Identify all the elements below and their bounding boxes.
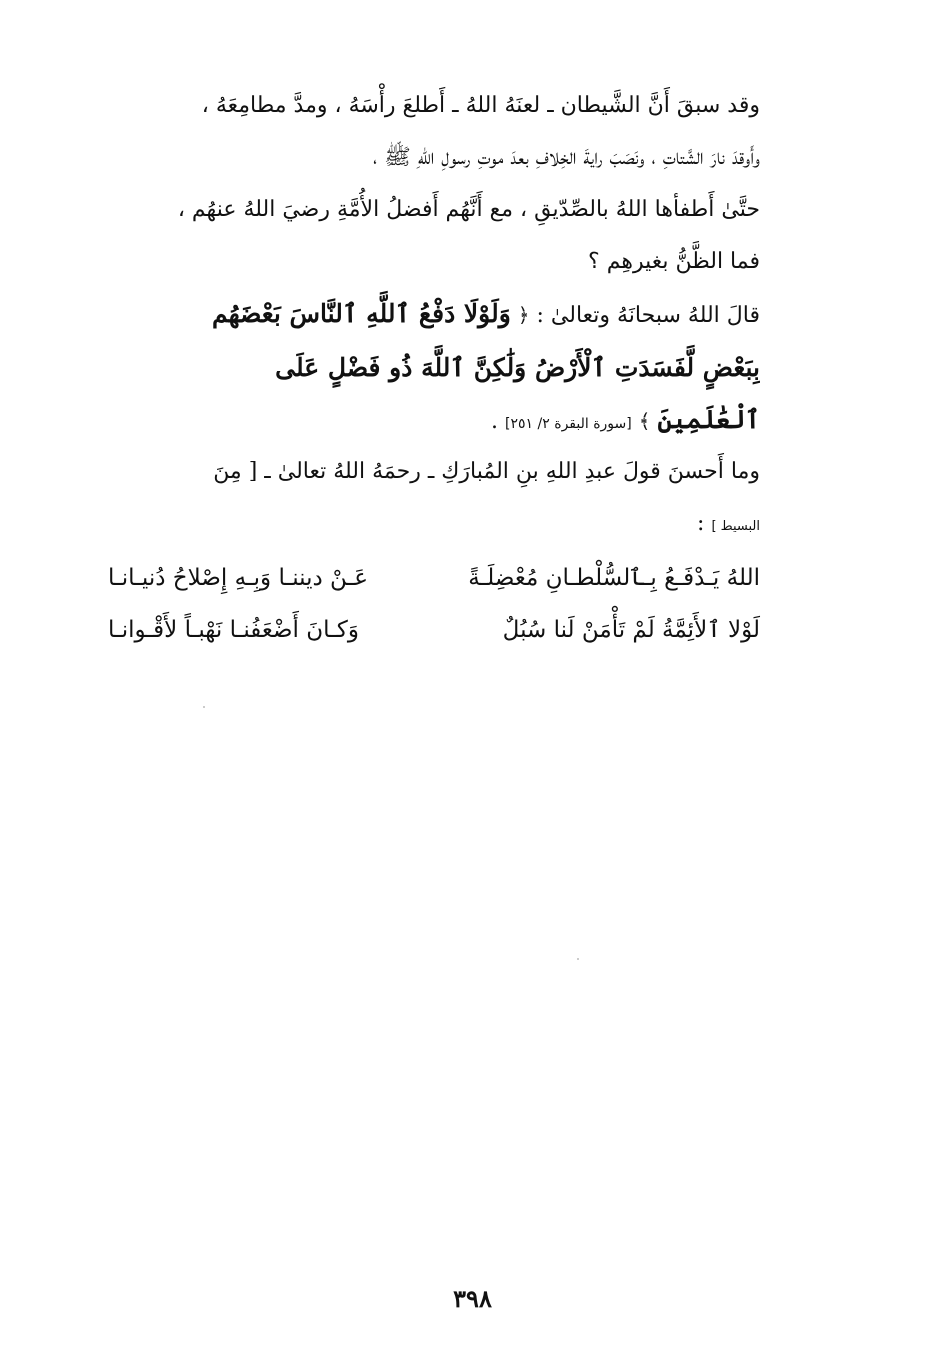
paragraph-shaitan	[108, 80, 760, 288]
quran-verse-part-1: وَلَوْلَا دَفْعُ ٱللَّهِ ٱلنَّاسَ بَعْضَهُم	[211, 299, 511, 328]
poem-hemistich-first: لَوْلا ٱلأَئِمَّةُ لَمْ تَأْمَنْ لَنا سُبُلٌ	[502, 617, 760, 643]
verse-line-1	[108, 288, 760, 342]
scan-speck	[203, 706, 205, 708]
poem-meter: البسيط ]	[711, 519, 760, 534]
poem-hemistich-first: اللهُ يَـدْفَـعُ بِـٱلسُّلْطـانِ مُعْضِلَـةً	[468, 565, 760, 591]
citation-intro: قالَ اللهُ سبحانَهُ وتعالىٰ :	[529, 303, 760, 328]
poem-hemistich-second: وَكـانَ أَضْعَفُنـا نَهْبـاً لأَقْـوانـا	[108, 617, 359, 643]
quran-verse-part-2: بِبَعْضٍ لَّفَسَدَتِ ٱلْأَرْضُ وَلَٰكِنَّ ٱللَّهَ ذُو فَضْلٍ عَلَى	[275, 353, 760, 382]
poem-verse	[108, 604, 760, 656]
quran-close-bracket: ﴾	[638, 409, 651, 433]
paragraph-poem-intro	[108, 446, 760, 553]
text-line: وأَوقدَ نارَ الشَّتاتِ ، ونَصَبَ رايةَ الخِلافِ بعدَ موتِ رسولِ اللهِ ﷺ ،	[373, 145, 760, 170]
meter-line	[108, 498, 760, 553]
verse-line-3	[108, 394, 760, 450]
poem-intro-colon: :	[697, 511, 705, 536]
poem-intro-line: وما أَحسنَ قولَ عبدِ اللهِ بنِ المُبارَكِ ـ رحمَهُ اللهُ تعالىٰ ـ [ مِنَ	[213, 459, 760, 484]
paragraph-quran-citation	[108, 288, 760, 450]
quran-open-bracket: ﴿	[517, 303, 530, 327]
text-line: وقد سبقَ أَنَّ الشَّيطان ـ لعنَهُ اللهُ ـ أَطلعَ رأْسَهُ ، ومدَّ مطامِعَهُ ،	[201, 93, 760, 118]
poem	[108, 552, 760, 656]
text-line: فما الظَّنُّ بغيرهِم ؟	[588, 249, 760, 274]
poem-hemistich-second: عَـنْ ديننـا وَبِـهِ إِصْلاحُ دُنيـانـا	[108, 565, 369, 591]
scan-speck	[577, 958, 579, 960]
text-line: حتَّىٰ أَطفأها اللهُ بالصِّدّيقِ ، مع أَنَّهُم أَفضلُ الأُمَّةِ رضيَ اللهُ عنهُم ،	[177, 197, 760, 222]
poem-verse	[108, 552, 760, 604]
quran-verse-part-3: ٱلْعَٰلَمِينَ	[657, 405, 760, 434]
end-mark: .	[491, 409, 499, 434]
surah-reference: [سورة البقرة ٢/ ٢٥١]	[505, 416, 632, 432]
page-number: ٣٩٨	[453, 1284, 492, 1313]
